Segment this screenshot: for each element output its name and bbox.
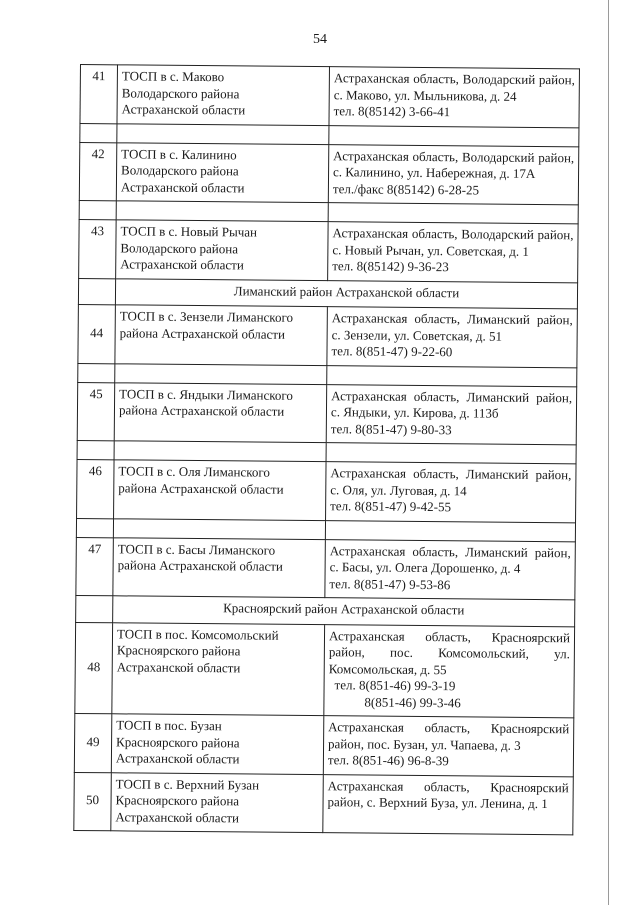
row-number: 44 xyxy=(78,304,116,363)
table-row xyxy=(77,459,576,522)
office-name: ТОСП в с. Новый Рычан Володарского района Астраханской области xyxy=(116,220,329,280)
row-number: 42 xyxy=(79,142,117,201)
office-address: Астраханская область, Володарский район, с. Маково, ул. Мыльникова, д. 24 тел. 8(85142) 3-66-41 xyxy=(329,67,580,128)
row-number: 50 xyxy=(74,772,112,831)
office-name: ТОСП в с. Оля Лиманского района Астраханской области xyxy=(114,460,327,520)
office-address: Астраханская область, Лиманский район, с. Зензели, ул. Советская, д. 51 тел. 8(851-47) 9-22-60 xyxy=(327,307,578,368)
table-row xyxy=(74,772,573,835)
phone: тел. 8(85142) 9-36-23 xyxy=(332,258,449,275)
office-address: Астраханская область, Лиманский район, с. Яндыки, ул. Кирова, д. 113б тел. 8(851-47) 9-80-33 xyxy=(326,384,577,445)
table-row xyxy=(77,382,576,445)
registry-table xyxy=(73,64,580,835)
office-address: Астраханская область, Лиманский район, с. Оля, ул. Луговая, д. 14 тел. 8(851-47) 9-42-55 xyxy=(326,462,577,523)
row-number: 43 xyxy=(79,219,117,278)
page-number: 54 xyxy=(313,32,327,47)
row-number: 47 xyxy=(76,537,114,596)
office-address: Астраханская область, Володарский район, с. Новый Рычан, ул. Советская, д. 1 тел. 8(85142) 9-36-23 xyxy=(328,222,579,283)
office-address: Астраханская область, Красноярский район, пос. Комсомольский, ул. Комсомольская, д. 55 тел. 8(851-46) 99-3-19 8(851-46) 99-3-46 xyxy=(324,624,575,718)
office-name: ТОСП в пос. Бузан Красноярского района Астраханской области xyxy=(111,714,324,774)
phone: 8(851-46) 99-3-46 xyxy=(364,694,461,710)
region-title: Лиманский район Астраханской области xyxy=(115,278,577,309)
row-number: 45 xyxy=(77,382,115,441)
phone: тел. 8(851-46) 96-8-39 xyxy=(327,752,449,769)
office-name: ТОСП в с. Калинино Володарского района Астраханской области xyxy=(116,142,329,202)
phone: тел. 8(851-47) 9-42-55 xyxy=(330,498,452,515)
table-row xyxy=(80,65,579,128)
office-address: Астраханская область, Красноярский район, пос. Бузан, ул. Чапаева, д. 3 тел. 8(851-46) 96-8-39 xyxy=(323,716,574,777)
office-name: ТОСП в пос. Комсомольский Красноярского района Астраханской области xyxy=(112,622,325,715)
table-row xyxy=(78,304,577,367)
office-name: ТОСП в с. Яндыки Лиманского района Астраханской области xyxy=(114,382,327,442)
table-row xyxy=(74,713,573,776)
office-address: Астраханская область, Лиманский район, с. Басы, ул. Олега Дорошенко, д. 4 тел. 8(851-47) 9-53-86 xyxy=(325,539,576,600)
table-row xyxy=(75,622,575,718)
table-row xyxy=(79,219,578,282)
office-name: ТОСП в с. Маково Володарского района Астраханской области xyxy=(117,65,330,125)
phone: тел. 8(85142) 3-66-41 xyxy=(333,103,451,120)
row-number: 46 xyxy=(77,459,115,518)
row-number: 49 xyxy=(74,713,112,772)
row-number: 48 xyxy=(75,622,113,714)
phone: тел. 8(851-47) 9-22-60 xyxy=(331,343,453,360)
phone: тел. 8(851-46) 99-3-19 xyxy=(334,677,456,694)
phone: тел./факс 8(85142) 6-28-25 xyxy=(332,180,480,197)
row-number: 41 xyxy=(80,65,118,124)
office-address: Астраханская область, Володарский район, с. Калинино, ул. Набережная, д. 17А тел./факс 8(85142) 6-28-25 xyxy=(328,144,579,205)
office-name: ТОСП в с. Верхний Бузан Красноярского района Астраханской области xyxy=(111,772,324,832)
office-address: Астраханская область, Красноярский район, с. Верхний Буза, ул. Ленина, д. 1 xyxy=(323,774,574,835)
table-row xyxy=(79,142,578,205)
region-title: Красноярский район Астраханской области xyxy=(113,596,575,627)
phone: тел. 8(851-47) 9-53-86 xyxy=(329,575,451,592)
office-name: ТОСП в с. Басы Лиманского района Астраханской области xyxy=(113,537,326,597)
scan-edge-line xyxy=(608,0,609,905)
phone: тел. 8(851-47) 9-80-33 xyxy=(330,420,452,437)
table-row xyxy=(76,537,575,600)
office-name: ТОСП в с. Зензели Лиманского района Астраханской области xyxy=(115,305,328,365)
